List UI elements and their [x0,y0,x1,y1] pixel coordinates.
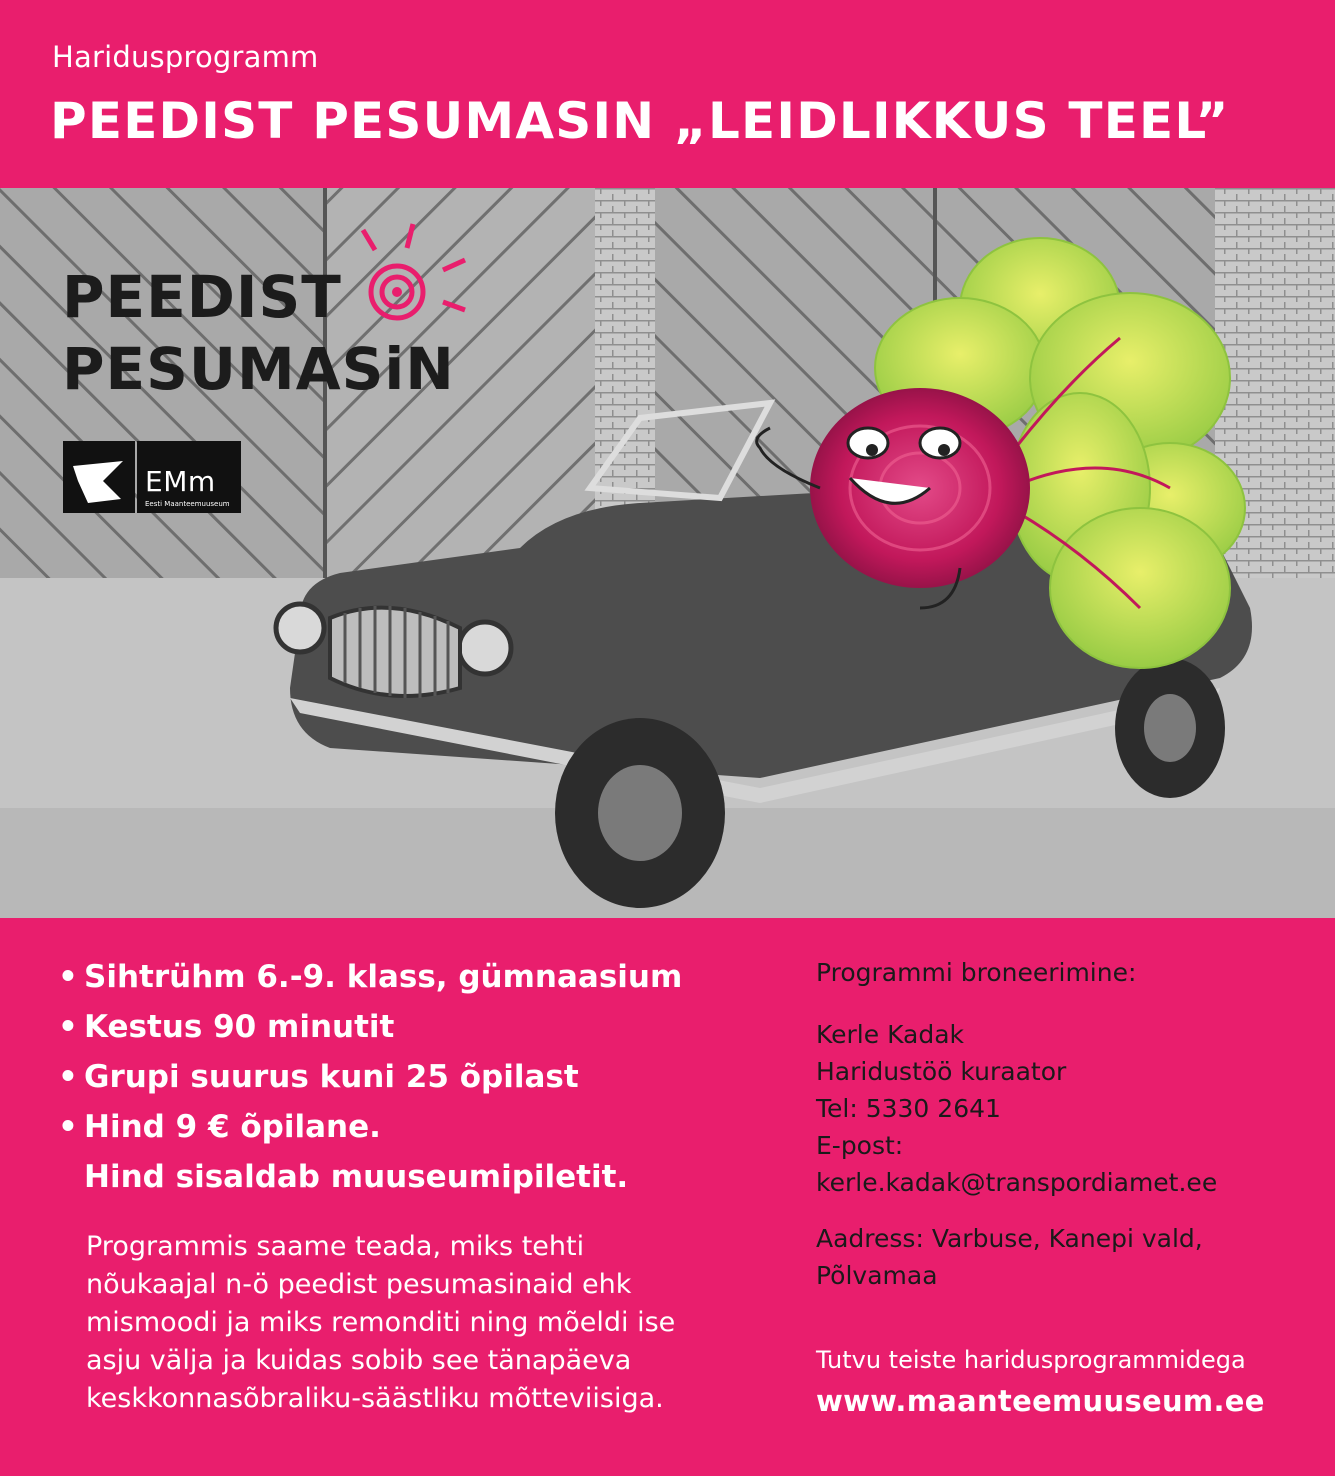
booking-title: Programmi broneerimine: [816,958,1137,987]
contact-block [816,1016,1217,1201]
website-link[interactable]: www.maanteemuuseum.ee [816,1384,1265,1418]
other-programs-text: Tutvu teiste haridusprogrammidega [816,1346,1246,1374]
page-title: PEEDIST PESUMASIN „LEIDLIKKUS TEEL” [50,92,1230,150]
logo-text-line2: PESUMASiN [62,335,455,403]
contact-role: Haridustöö kuraator [816,1057,1067,1086]
email-label: E-post: [816,1131,904,1160]
list-item: • Kestus 90 minutit [58,1002,778,1052]
contact-phone: Tel: 5330 2641 [816,1094,1001,1123]
address-block: Aadress: Varbuse, Kanepi vald, Põlvamaa [816,1224,1203,1290]
road-museum-icon [63,441,135,513]
program-facts-list [58,952,778,1202]
program-description: Programmis saame teada, miks tehti nõukaajal n-ö peedist pesumasinaid ehk mismoodi ja miks remonditi ning mõeldi ise asju välja ja kuidas sobib see tänapäeva keskkonnasõbraliku-säästliku mõtteviisiga. [86,1231,676,1414]
list-item: • Grupi suurus kuni 25 õpilast [58,1052,778,1102]
contact-name: Kerle Kadak [816,1020,965,1049]
contact-email[interactable]: kerle.kadak@transpordiamet.ee [816,1168,1218,1197]
program-type-label: Haridusprogramm [52,40,319,74]
museum-badge [63,441,241,513]
museum-abbr: EMm [145,465,216,498]
list-item: • Sihtrühm 6.-9. klass, gümnaasium [58,952,778,1002]
header-banner [0,0,1335,188]
logo-text-line1: PEEDIST [62,263,342,331]
lightbulb-target-icon [355,220,475,330]
list-item: • Hind 9 € õpilane. Hind sisaldab muuseumipiletit. [58,1102,778,1202]
museum-name: Eesti Maanteemuuseum [145,500,230,508]
